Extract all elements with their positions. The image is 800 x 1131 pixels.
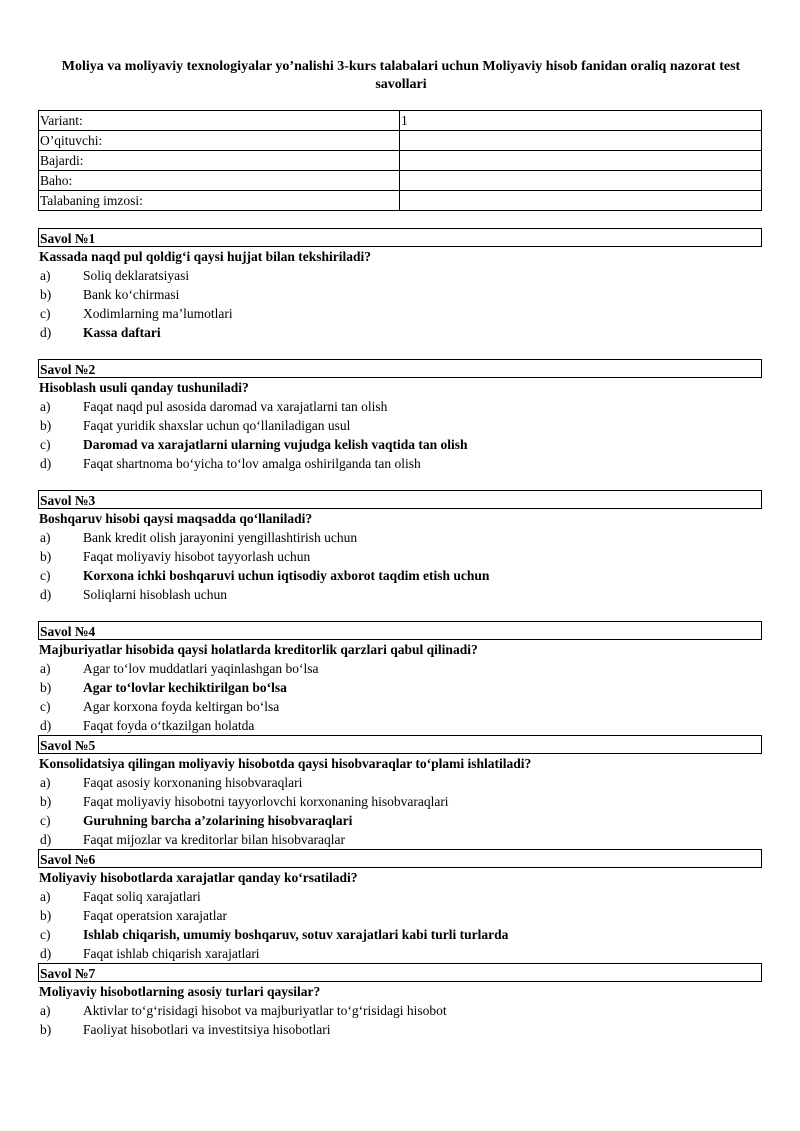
option-text: Guruhning barcha a’zolarining hisobvaraqlari: [83, 813, 353, 828]
question-2: [38, 359, 762, 473]
option-letter: d): [40, 587, 52, 602]
option-c-correct[interactable]: [38, 925, 762, 944]
question-3: [38, 490, 762, 604]
question-text: Konsolidatsiya qilingan moliyaviy hisobotda qaysi hisobvaraqlar to‘plami ishlatiladi?: [39, 756, 532, 771]
option-letter: c): [40, 813, 51, 828]
option-a[interactable]: [38, 659, 762, 678]
info-value[interactable]: 1: [400, 111, 762, 131]
option-text: Bank kredit olish jarayonini yengillashtirish uchun: [83, 530, 358, 545]
option-letter: a): [40, 889, 51, 904]
option-letter: a): [40, 530, 51, 545]
option-b[interactable]: [38, 792, 762, 811]
question-text: Boshqaruv hisobi qaysi maqsadda qo‘llaniladi?: [39, 511, 313, 526]
info-row-completed-by: [39, 151, 762, 171]
option-text: Faqat ishlab chiqarish xarajatlari: [83, 946, 260, 961]
info-row-signature: [39, 191, 762, 211]
option-letter: b): [40, 680, 52, 695]
option-b[interactable]: [38, 285, 762, 304]
option-letter: a): [40, 1003, 51, 1018]
question-text: Majburiyatlar hisobida qaysi holatlarda kreditorlik qarzlari qabul qilinadi?: [39, 642, 478, 657]
option-text: Faqat soliq xarajatlari: [83, 889, 201, 904]
question-text: Moliyaviy hisobotlarda xarajatlar qanday ko‘rsatiladi?: [39, 870, 358, 885]
option-d[interactable]: [38, 830, 762, 849]
info-value[interactable]: [400, 191, 762, 211]
option-d-correct[interactable]: [38, 323, 762, 342]
option-b[interactable]: [38, 1020, 762, 1039]
option-d[interactable]: [38, 944, 762, 963]
question-header: Savol №6: [38, 849, 762, 868]
option-letter: b): [40, 549, 52, 564]
question-header: Savol №7: [38, 963, 762, 982]
option-text: Faqat yuridik shaxslar uchun qo‘llaniladigan usul: [83, 418, 351, 433]
option-text: Daromad va xarajatlarni ularning vujudga kelish vaqtida tan olish: [83, 437, 468, 452]
option-letter: a): [40, 661, 51, 676]
option-letter: c): [40, 699, 51, 714]
option-text: Agar korxona foyda keltirgan bo‘lsa: [83, 699, 280, 714]
option-text: Xodimlarning ma’lumotlari: [83, 306, 233, 321]
question-4: [38, 621, 762, 735]
option-letter: a): [40, 775, 51, 790]
option-d[interactable]: [38, 585, 762, 604]
option-b[interactable]: [38, 416, 762, 435]
option-a[interactable]: [38, 1001, 762, 1020]
info-label: Bajardi:: [39, 151, 400, 171]
option-letter: d): [40, 832, 52, 847]
option-letter: a): [40, 268, 51, 283]
option-b[interactable]: [38, 906, 762, 925]
option-letter: a): [40, 399, 51, 414]
info-label: Talabaning imzosi:: [39, 191, 400, 211]
option-a[interactable]: [38, 887, 762, 906]
info-row-variant: [39, 111, 762, 131]
option-text: Aktivlar to‘g‘risidagi hisobot va majburiyatlar to‘g‘risidagi hisobot: [83, 1003, 447, 1018]
info-label: Baho:: [39, 171, 400, 191]
option-text: Agar to‘lov muddatlari yaqinlashgan bo‘lsa: [83, 661, 319, 676]
option-c[interactable]: [38, 304, 762, 323]
option-c[interactable]: [38, 697, 762, 716]
option-letter: b): [40, 1022, 52, 1037]
option-letter: c): [40, 306, 51, 321]
question-header: Savol №5: [38, 735, 762, 754]
question-text: Kassada naqd pul qoldig‘i qaysi hujjat bilan tekshiriladi?: [39, 249, 371, 264]
question-header: Savol №2: [38, 359, 762, 378]
option-letter: c): [40, 437, 51, 452]
option-letter: b): [40, 794, 52, 809]
option-letter: c): [40, 568, 51, 583]
info-value[interactable]: [400, 171, 762, 191]
option-text: Faoliyat hisobotlari va investitsiya hisobotlari: [83, 1022, 331, 1037]
info-value[interactable]: [400, 151, 762, 171]
option-text: Faqat moliyaviy hisobot tayyorlash uchun: [83, 549, 311, 564]
option-d[interactable]: [38, 716, 762, 735]
info-row-grade: [39, 171, 762, 191]
option-a[interactable]: [38, 773, 762, 792]
option-letter: c): [40, 927, 51, 942]
option-text: Agar to‘lovlar kechiktirilgan bo‘lsa: [83, 680, 287, 695]
document-title: Moliya va moliyaviy texnologiyalar yo’nalishi 3-kurs talabalari uchun Moliyaviy hisob fanidan oraliq nazorat test savollari: [61, 59, 741, 92]
option-letter: d): [40, 718, 52, 733]
question-7: [38, 963, 762, 1039]
info-label: Variant:: [39, 111, 400, 131]
option-text: Korxona ichki boshqaruvi uchun iqtisodiy axborot taqdim etish uchun: [83, 568, 490, 583]
option-text: Soliq deklaratsiyasi: [83, 268, 190, 283]
option-text: Ishlab chiqarish, umumiy boshqaruv, sotuv xarajatlari kabi turli turlarda: [83, 927, 509, 942]
option-text: Faqat naqd pul asosida daromad va xarajatlarni tan olish: [83, 399, 388, 414]
student-info-table: [38, 110, 762, 211]
option-a[interactable]: [38, 266, 762, 285]
option-letter: b): [40, 418, 52, 433]
info-label: O’qituvchi:: [39, 131, 400, 151]
option-d[interactable]: [38, 454, 762, 473]
question-header: Savol №4: [38, 621, 762, 640]
option-text: Faqat foyda o‘tkazilgan holatda: [83, 718, 255, 733]
option-c-correct[interactable]: [38, 811, 762, 830]
question-1: [38, 228, 762, 342]
option-a[interactable]: [38, 397, 762, 416]
option-letter: b): [40, 287, 52, 302]
option-a[interactable]: [38, 528, 762, 547]
option-letter: d): [40, 946, 52, 961]
option-text: Faqat moliyaviy hisobotni tayyorlovchi korxonaning hisobvaraqlari: [83, 794, 449, 809]
option-letter: b): [40, 908, 52, 923]
option-text: Bank ko‘chirmasi: [83, 287, 180, 302]
question-text: Moliyaviy hisobotlarning asosiy turlari qaysilar?: [39, 984, 321, 999]
question-header: Savol №1: [38, 228, 762, 247]
info-row-teacher: [39, 131, 762, 151]
option-text: Soliqlarni hisoblash uchun: [83, 587, 227, 602]
option-letter: d): [40, 325, 52, 340]
option-b-correct[interactable]: [38, 678, 762, 697]
option-text: Faqat operatsion xarajatlar: [83, 908, 227, 923]
option-b[interactable]: [38, 547, 762, 566]
question-text: Hisoblash usuli qanday tushuniladi?: [39, 380, 249, 395]
option-text: Kassa daftari: [83, 325, 161, 340]
info-value[interactable]: [400, 131, 762, 151]
question-header: Savol №3: [38, 490, 762, 509]
option-text: Faqat asosiy korxonaning hisobvaraqlari: [83, 775, 303, 790]
option-text: Faqat shartnoma bo‘yicha to‘lov amalga oshirilganda tan olish: [83, 456, 421, 471]
option-text: Faqat mijozlar va kreditorlar bilan hisobvaraqlar: [83, 832, 346, 847]
option-c-correct[interactable]: [38, 435, 762, 454]
option-c-correct[interactable]: [38, 566, 762, 585]
option-letter: d): [40, 456, 52, 471]
question-6: [38, 849, 762, 963]
question-5: [38, 735, 762, 849]
